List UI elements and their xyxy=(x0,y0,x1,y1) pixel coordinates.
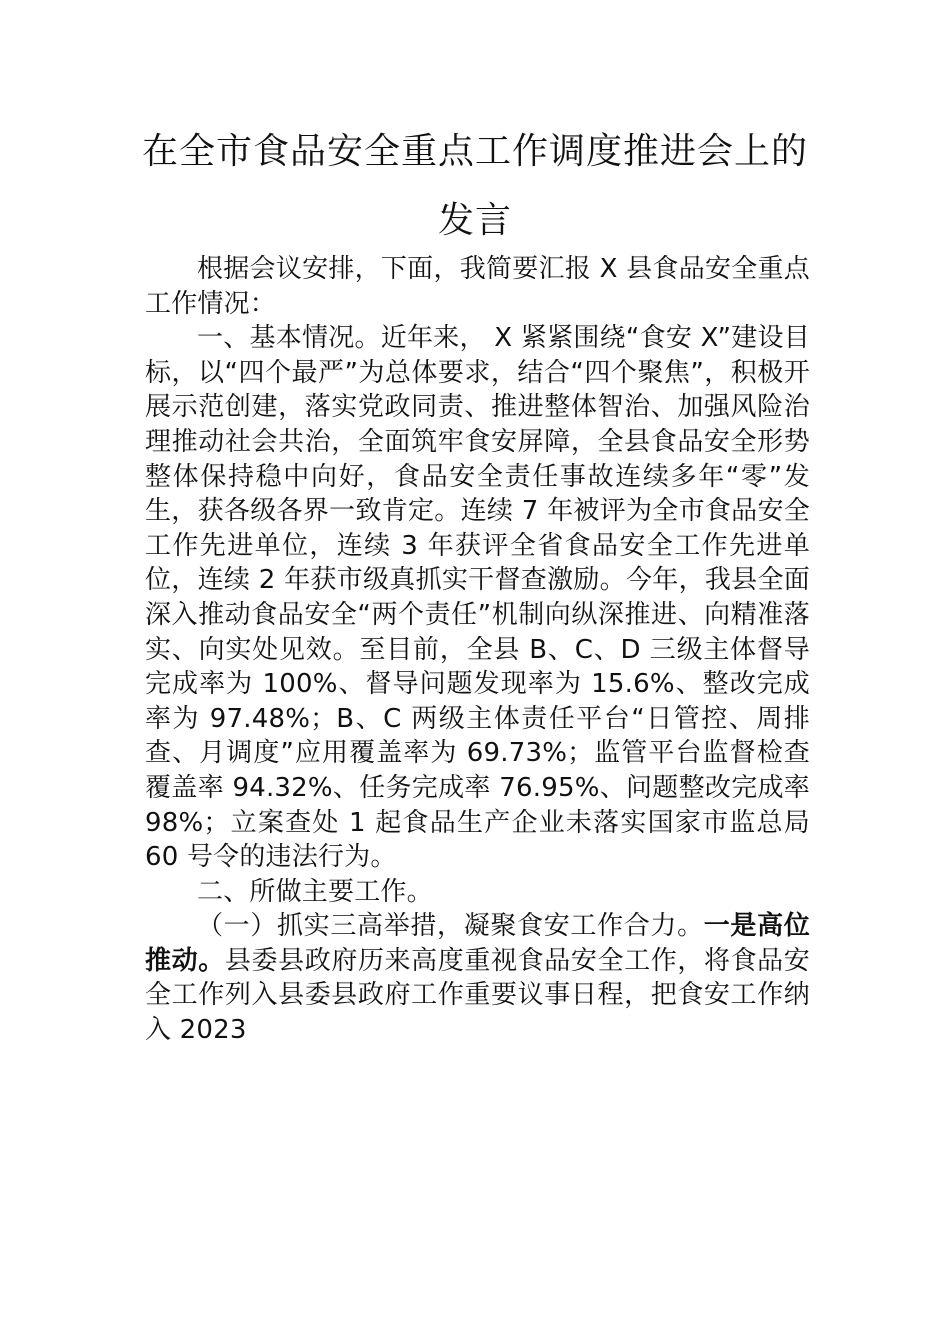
document-body xyxy=(145,252,810,1048)
item-one-bold-lead: 一是高位推动。 xyxy=(145,911,810,976)
item-one-text: 县委县政府历来高度重视食品安全工作，将食品安全工作列入县委县政府工作重要议事日程，把食安工作纳入 2023 xyxy=(145,945,810,1046)
document-title-line-2: 发言 xyxy=(437,200,512,241)
paragraph-section-two-item-one xyxy=(145,909,810,1047)
paragraph-intro: 根据会议安排，下面，我简要汇报 X 县食品安全重点工作情况： xyxy=(145,254,810,319)
paragraph-section-two-heading: 二、所做主要工作。 xyxy=(197,876,433,907)
paragraph-basic-situation: 一、基本情况。近年来， X 紧紧围绕“食安 X”建设目标，以“四个最严”为总体要求，结合“四个聚焦”，积极开展示范创建，落实党政同责、推进整体智治、加强风险治理推动社会共治，全面筑牢食安屏障，全县食品安全形势整体保持稳中向好，食品安全责任事故连续多年“零”发生，获各级各界一致肯定。连续 7 年被评为全市食品安全工作先进单位，连续 3 年获评全省食品安全工作先进单位，连续 2 年获市级真抓实干督查激励。今年，我县全面深入推动食品安全“两个责任”机制向纵深推进、向精准落实、向实处见效。至目前，全县 B、C、D 三级主体督导完成率为 100%、督导问题发现率为 15.6%、整改完成率为 97.48%；B、C 两级主体责任平台“日管控、周排查、月调度”应用覆盖率为 69.73%；监管平台监督检查覆盖率 94.32%、任务完成率 76.95%、问题整改完成率 98%；立案查处 1 起食品生产企业未落实国家市监总局 60 号令的违法行为。 xyxy=(145,323,810,873)
document-title-line-1: 在全市食品安全重点工作调度推进会上的 xyxy=(141,131,808,172)
item-one-heading: （一）抓实三高举措，凝聚食安工作合力。 xyxy=(197,911,704,942)
